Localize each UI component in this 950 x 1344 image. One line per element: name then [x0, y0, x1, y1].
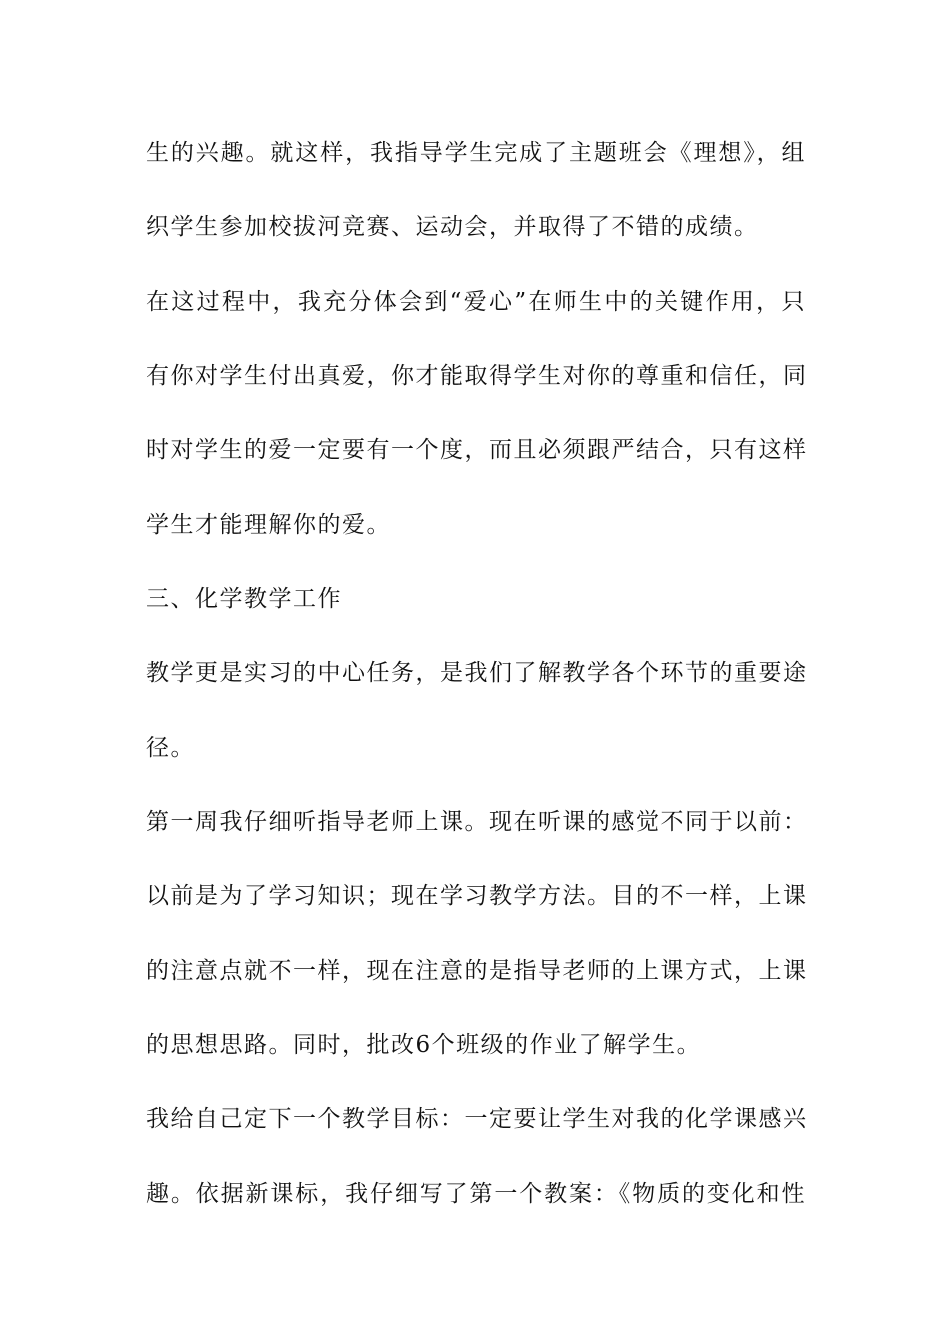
- text-line-1: 生的兴趣。就这样，我指导学生完成了主题班会《理想》，组: [146, 140, 806, 166]
- text-line-5: 时对学生的爱一定要有一个度，而且必须跟严结合，只有这样: [146, 437, 808, 463]
- text-line-12: 的注意点就不一样，现在注意的是指导老师的上课方式，上课: [146, 958, 808, 984]
- text-line-14: 我给自己定下一个教学目标：一定要让学生对我的化学课感兴: [146, 1106, 808, 1132]
- text-line-3: 在这过程中，我充分体会到“爱心”在师生中的关键作用，只: [146, 289, 806, 315]
- section-heading: 三、化学教学工作: [146, 586, 342, 612]
- text-line-10: 第一周我仔细听指导老师上课。现在听课的感觉不同于以前：: [146, 809, 808, 835]
- text-line-2: 织学生参加校拔河竞赛、运动会，并取得了不错的成绩。: [146, 214, 759, 240]
- text-line-4: 有你对学生付出真爱，你才能取得学生对你的尊重和信任，同: [146, 363, 808, 389]
- text-line-9: 径。: [146, 735, 195, 761]
- text-line-6: 学生才能理解你的爱。: [146, 512, 391, 538]
- text-line-8: 教学更是实习的中心任务，是我们了解教学各个环节的重要途: [146, 660, 808, 686]
- text-line-11: 以前是为了学习知识；现在学习教学方法。目的不一样，上课: [146, 883, 808, 909]
- text-line-15: 趣。依据新课标，我仔细写了第一个教案：《物质的变化和性: [146, 1181, 806, 1207]
- text-line-13: 的思想思路。同时，批改6个班级的作业了解学生。: [146, 1032, 702, 1058]
